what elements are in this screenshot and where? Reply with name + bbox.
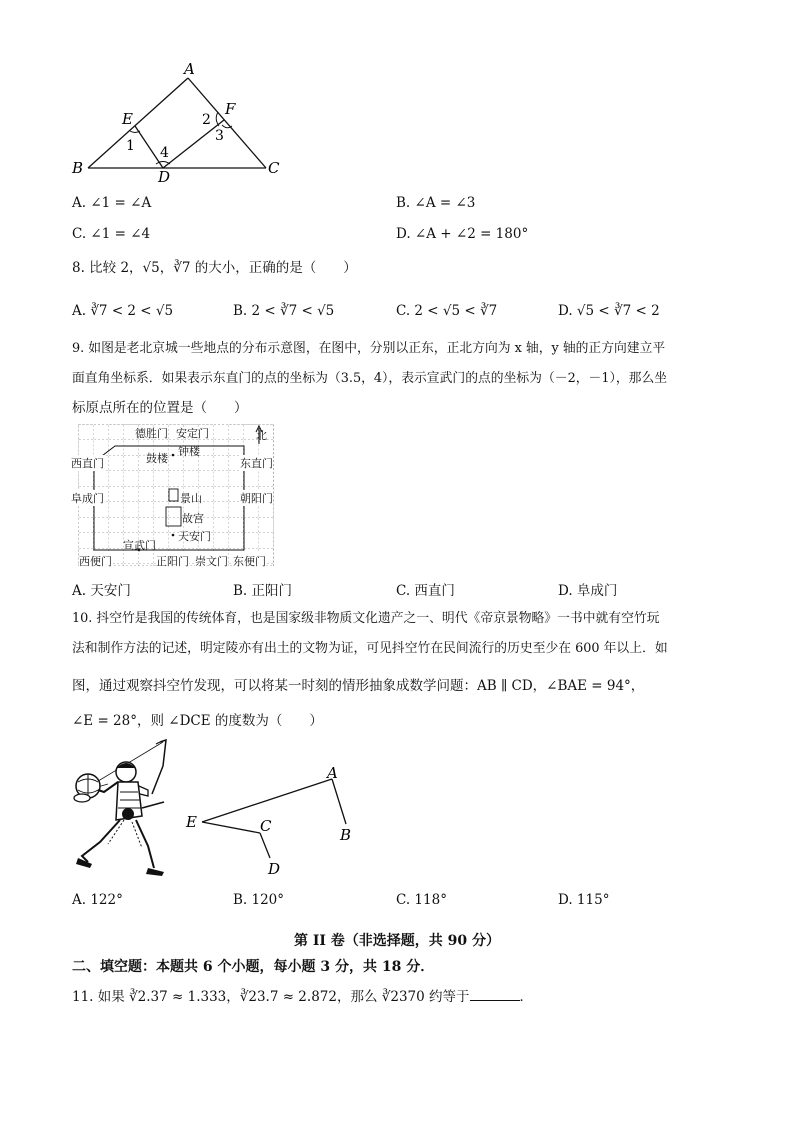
q9-line2: 面直角坐标系．如果表示东直门的点的坐标为（3.5，4），表示宣武门的点的坐标为（－2，－1），那么坐	[72, 371, 668, 386]
map-tiananmen: 天安门	[178, 530, 211, 543]
section-fill-in-blank: 二、填空题：本题共 6 个小题，每小题 3 分，共 18 分．	[72, 959, 435, 975]
map-xizhimen: 西直门	[71, 457, 104, 470]
q10-line2: 法和制作方法的记述，明定陵亦有出土的文物为证，可见抖空竹在民间流行的历史至少在 600 年以上．如	[72, 641, 668, 656]
q7-option-c[interactable]: C. ∠1 = ∠4	[72, 226, 151, 242]
q11-stem-text: 11. 如果 ∛2.37 ≈ 1.333，∛23.7 ≈ 2.872，那么 ∛2370 约等于	[72, 989, 470, 1005]
map-andingmen: 安定门	[176, 427, 209, 440]
map-chaoyangmen: 朝阳门	[240, 492, 273, 505]
q9-line1: 9. 如图是老北京城一些地点的分布示意图，在图中，分别以正东，正北方向为 x 轴，y 轴的正方向建立平	[72, 341, 666, 356]
part-two-title: 第 II 卷（非选择题，共 90 分）	[293, 933, 501, 949]
q7-option-b[interactable]: B. ∠A = ∠3	[396, 195, 476, 211]
q10-label-D: D	[268, 860, 281, 878]
q10-line1: 10. 抖空竹是我国的传统体育，也是国家级非物质文化遗产之一、明代《帝京景物略》一书中就有空竹玩	[72, 611, 660, 626]
angle-4: 4	[160, 145, 169, 161]
label-C: C	[268, 159, 280, 177]
q10-option-b[interactable]: B. 120°	[233, 892, 285, 908]
map-fuchengmen: 阜成门	[71, 492, 104, 505]
q11-stem	[72, 988, 533, 1005]
label-F: F	[225, 100, 236, 118]
q8-option-a[interactable]: A. ∛7 < 2 < √5	[72, 303, 174, 319]
q9-option-b[interactable]: B. 正阳门	[233, 583, 293, 599]
label-E: E	[122, 110, 133, 128]
q9-option-c[interactable]: C. 西直门	[396, 583, 455, 599]
map-dongzhimen: 东直门	[240, 457, 273, 470]
map-zhonglou: 钟楼	[178, 445, 200, 458]
label-A: A	[184, 60, 195, 78]
angle-3: 3	[215, 128, 224, 144]
angle-2: 2	[202, 112, 211, 128]
angle-1: 1	[126, 138, 135, 154]
q11-answer-blank[interactable]	[470, 988, 520, 1001]
map-jingshan: 景山	[180, 492, 202, 505]
beijing-map	[71, 424, 274, 568]
triangle-figure	[60, 60, 300, 185]
q10-option-d[interactable]: D. 115°	[558, 892, 610, 908]
q8-option-c[interactable]: C. 2 < √5 < ∛7	[396, 303, 498, 319]
q10-option-c[interactable]: C. 118°	[396, 892, 447, 908]
map-gulou: 鼓楼	[146, 452, 168, 465]
map-zhengyangmen: 正阳门	[156, 555, 189, 568]
parallel-lines-figure	[180, 760, 360, 882]
q8-option-b[interactable]: B. 2 < ∛7 < √5	[233, 303, 335, 319]
q10-label-B: B	[340, 826, 352, 844]
q7-option-d[interactable]: D. ∠A + ∠2 = 180°	[396, 226, 529, 242]
q9-line3: 标原点所在的位置是（ ）	[72, 400, 248, 416]
map-deshengmen: 德胜门	[135, 427, 168, 440]
q8-option-d[interactable]: D. √5 < ∛7 < 2	[558, 303, 660, 319]
label-D: D	[158, 168, 171, 185]
q8-stem: 8. 比较 2，√5，∛7 的大小，正确的是（ ）	[72, 260, 357, 276]
q7-option-a[interactable]: A. ∠1 = ∠A	[72, 195, 152, 211]
map-xibianmen: 西便门	[79, 555, 112, 568]
map-chongwenmen: 崇文门	[195, 555, 228, 568]
map-gugong: 故宫	[182, 512, 204, 525]
map-north: 北	[256, 429, 267, 442]
map-xuanwumen: 宣武门	[123, 539, 156, 552]
diabolo-player-illustration	[68, 736, 174, 882]
q10-option-a[interactable]: A. 122°	[72, 892, 123, 908]
q10-label-A: A	[327, 764, 338, 782]
q10-label-E: E	[186, 813, 197, 831]
q11-stem-end: ．	[519, 989, 533, 1005]
q10-line3: 图，通过观察抖空竹发现，可以将某一时刻的情形抽象成数学问题：AB ∥ CD，∠BAE = 94°，	[72, 678, 645, 694]
label-B: B	[72, 159, 84, 177]
map-dongbianmen: 东便门	[233, 555, 266, 568]
q9-option-a[interactable]: A. 天安门	[72, 583, 131, 599]
q10-label-C: C	[260, 817, 272, 835]
q9-option-d[interactable]: D. 阜成门	[558, 583, 618, 599]
q10-line4: ∠E = 28°，则 ∠DCE 的度数为（ ）	[72, 713, 323, 729]
